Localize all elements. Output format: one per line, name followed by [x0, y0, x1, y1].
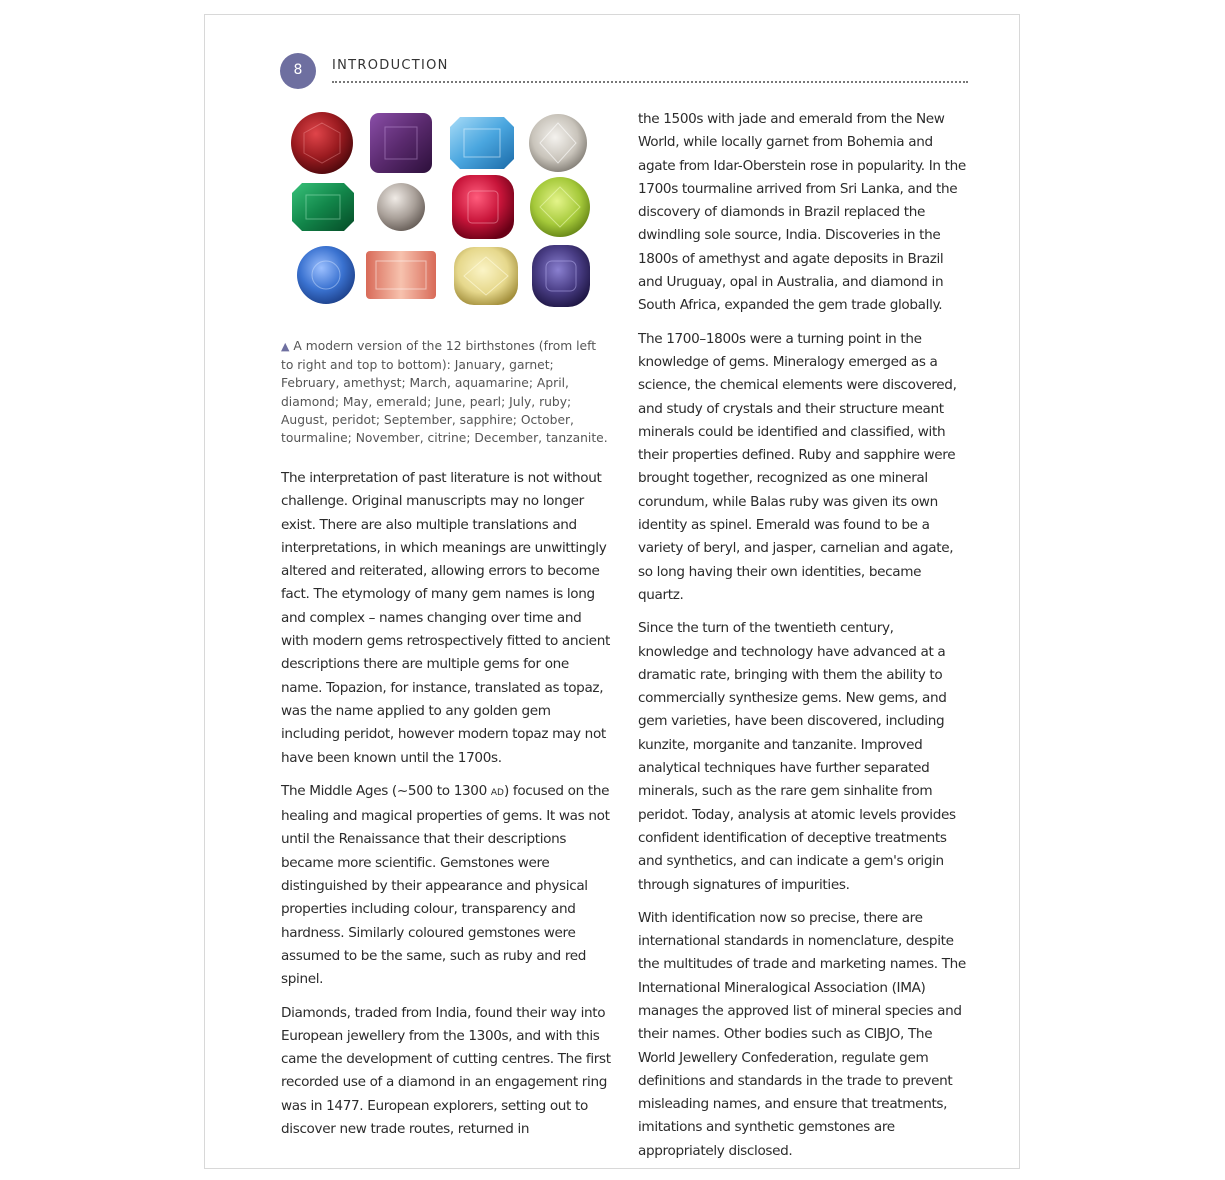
- caption-text: A modern version of the 12 birthstones (from left to right and top to bottom): January, garnet; February, amethyst; March, aquamarine; April, diamond; May, emerald; June, pearl; July, ruby; August, peridot; September, sapphire; October, tourmaline; November, citrine; December, tanzanite.: [281, 339, 608, 446]
- gem-aquamarine: [450, 117, 514, 169]
- gem-garnet: [291, 112, 353, 174]
- caption-triangle-icon: ▲: [281, 340, 290, 353]
- text-column-left: [281, 467, 611, 1151]
- page-number-badge: 8: [280, 53, 316, 89]
- gem-tourmaline: [366, 251, 436, 299]
- gem-sapphire: [297, 246, 355, 304]
- page-header: [280, 53, 970, 93]
- paragraph: The Middle Ages (~500 to 1300 AD) focused on the healing and magical properties of gems. It was not until the Renaissance that their descriptions became more scientific. Gemstones were distinguished by their appearance and physical properties including colour, transparency and hardness. Similarly coloured gemstones were assumed to be the same, such as ruby and red spinel.: [281, 782, 610, 988]
- paragraph: Diamonds, traded from India, found their way into European jewellery from the 1300s, and with this came the development of cutting centres. The first recorded use of a diamond in an engagement ring was in 1477. European explorers, setting out to discover new trade routes, returned in: [281, 1004, 611, 1138]
- paragraph: With identification now so precise, there are international standards in nomenclature, despite the multitudes of trade and marketing names. The International Mineralogical Association (IMA) manages the approved list of mineral species and their names. Other bodies such as CIBJO, The World Jewellery Confederation, regulate gem definitions and standards in the trade to prevent misleading names, and ensure that treatments, imitations and synthetic gemstones are appropriately disclosed.: [638, 909, 966, 1159]
- paragraph: The 1700–1800s were a turning point in the knowledge of gems. Mineralogy emerged as a science, the chemical elements were discovered, and study of crystals and their structure meant minerals could be identified and classified, with their properties defined. Ruby and sapphire were brought together, recognized as one mineral corundum, while Balas ruby was given its own identity as spinel. Emerald was found to be a variety of beryl, and jasper, carnelian and agate, so long having their own identities, became quartz.: [638, 330, 957, 603]
- gem-amethyst: [370, 113, 432, 173]
- gem-emerald: [292, 183, 354, 231]
- gem-diamond: [529, 114, 587, 172]
- gem-pearl: [377, 183, 425, 231]
- gem-peridot: [530, 177, 590, 237]
- section-title: INTRODUCTION: [332, 58, 449, 73]
- paragraph: the 1500s with jade and emerald from the New World, while locally garnet from Bohemia and agate from Idar-Oberstein rose in popularity. In the 1700s tourmaline arrived from Sri Lanka, and the discovery of diamonds in Brazil replaced the dwindling sole source, India. Discoveries in the 1800s of amethyst and agate deposits in Brazil and Uruguay, opal in Australia, and diamond in South Africa, expanded the gem trade globally.: [638, 111, 966, 314]
- gem-citrine: [454, 247, 518, 305]
- gem-ruby: [452, 175, 514, 239]
- header-dotted-rule: [332, 81, 968, 83]
- paragraph: Since the turn of the twentieth century, knowledge and technology have advanced at a dramatic rate, bringing with them the ability to commercially synthesize gems. New gems, and gem varieties, have been discovered, including kunzite, morganite and tanzanite. Improved analytical techniques have further separated minerals, such as the rare gem sinhalite from peridot. Today, analysis at atomic levels provides confident identification of deceptive treatments and synthetics, and can indicate a gem's origin through signatures of impurities.: [638, 620, 956, 893]
- gem-tanzanite: [532, 245, 590, 307]
- figure-caption: [281, 337, 611, 447]
- book-page: [204, 14, 1020, 1169]
- birthstones-image: [288, 109, 598, 319]
- paragraph: The interpretation of past literature is not without challenge. Original manuscripts may no longer exist. There are also multiple translations and interpretations, in which meanings are unwittingly altered and reiterated, allowing errors to become fact. The etymology of many gem names is long and complex – names changing over time and with modern gems retrospectively fitted to ancient descriptions there are multiple gems for one name. Topazion, for instance, translated as topaz, was the name applied to any golden gem including peridot, however modern topaz may not have been known until the 1700s.: [281, 470, 610, 766]
- text-column-right: [638, 108, 968, 1173]
